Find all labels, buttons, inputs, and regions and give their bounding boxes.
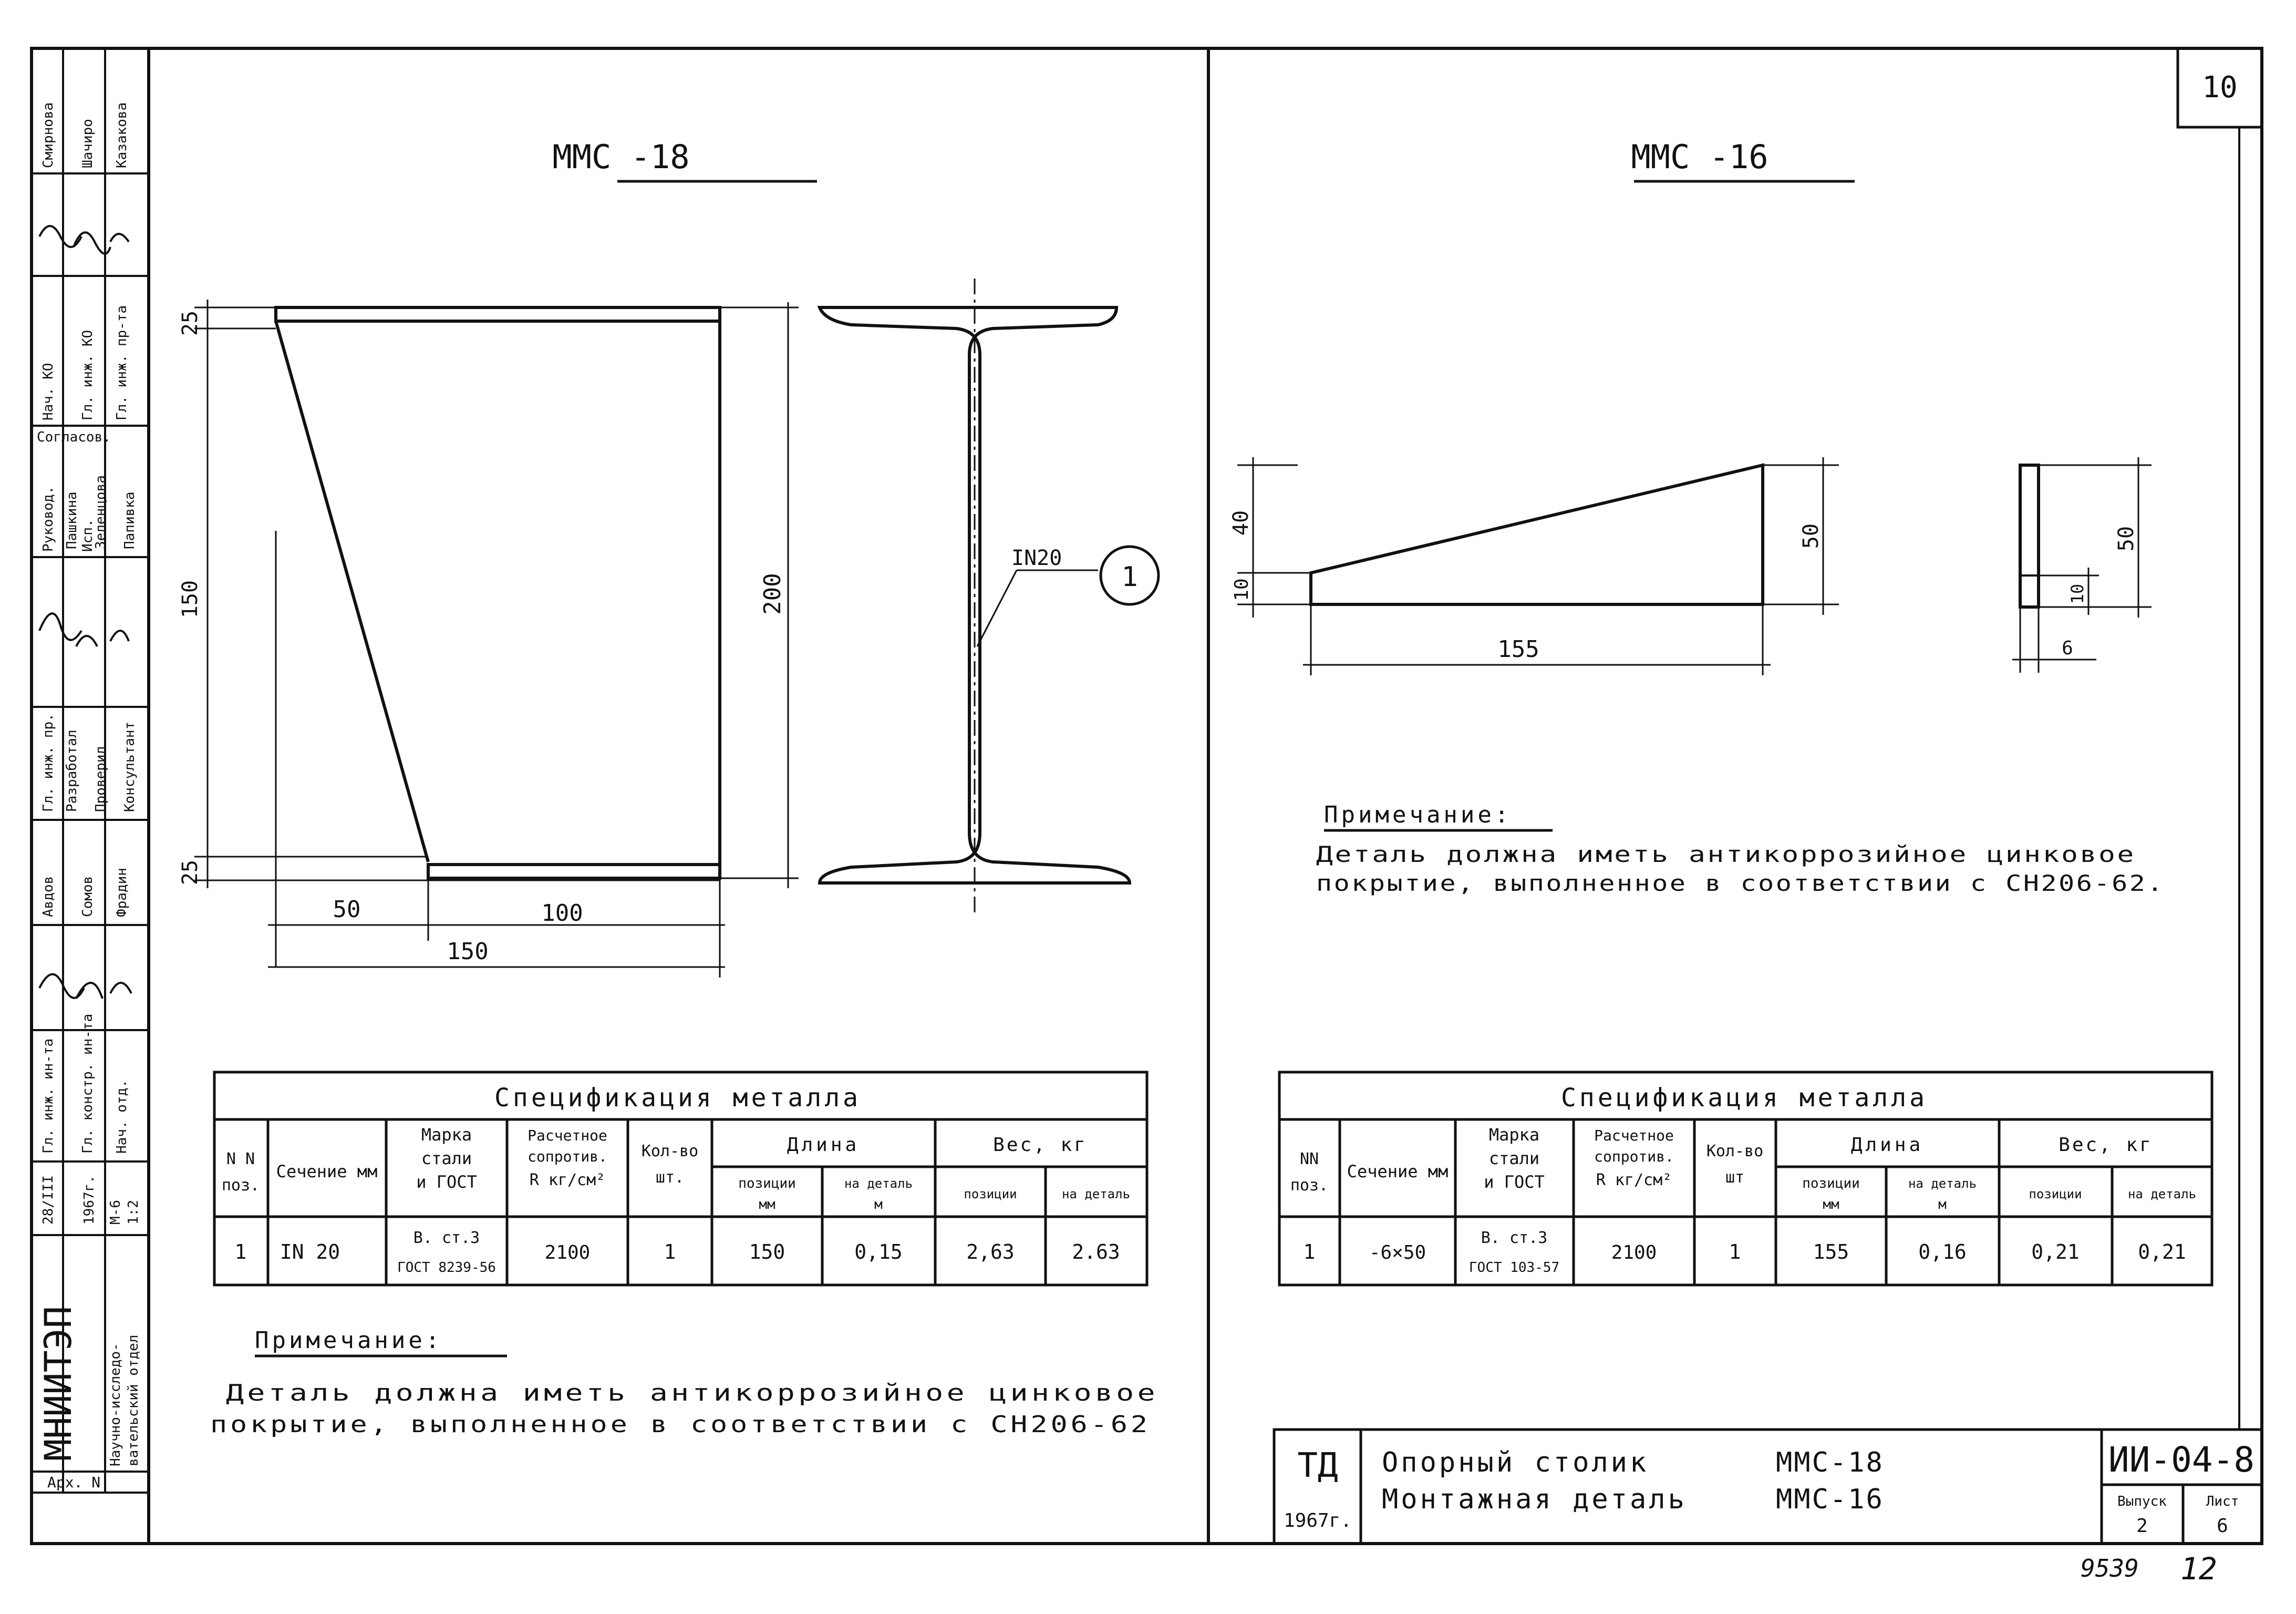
profile-label: IN20 — [1011, 546, 1062, 570]
svg-text:мм: мм — [759, 1197, 775, 1212]
right-note-line-2: покрытие, выполненное в соответствии с СН206-62. — [1316, 870, 2165, 896]
svg-text:Фрадин: Фрадин — [114, 868, 130, 917]
svg-text:вательский отдел: вательский отдел — [126, 1334, 141, 1466]
title-block-text — [1284, 1440, 2254, 1537]
svg-text:позиции: позиции — [2029, 1187, 2082, 1201]
sheet-frame — [32, 48, 2262, 1544]
svg-text:стали: стали — [1488, 1148, 1540, 1168]
svg-text:Расчетное: Расчетное — [1594, 1127, 1674, 1144]
svg-text:N N: N N — [226, 1150, 255, 1168]
archive-page: 12 — [2180, 1551, 2217, 1587]
svg-text:сопротив.: сопротив. — [528, 1148, 607, 1165]
svg-text:В. ст.3: В. ст.3 — [1481, 1229, 1548, 1247]
svg-text:150: 150 — [447, 938, 489, 965]
svg-text:-6×50: -6×50 — [1369, 1242, 1426, 1263]
stamp-org: МНИИТЭП — [37, 1305, 80, 1461]
svg-text:0,16: 0,16 — [1918, 1240, 1967, 1263]
svg-text:Казакова: Казакова — [114, 102, 130, 168]
svg-text:6: 6 — [2217, 1515, 2228, 1537]
ibeam-side-view — [276, 307, 720, 967]
svg-text:Гл. инж. пр-та: Гл. инж. пр-та — [114, 305, 130, 420]
svg-text:Арх. N: Арх. N — [47, 1474, 101, 1491]
svg-text:стали: стали — [421, 1148, 472, 1168]
svg-text:200: 200 — [759, 573, 786, 615]
svg-text:Вес, кг: Вес, кг — [993, 1134, 1088, 1156]
ibeam-cross-section — [820, 279, 1159, 914]
position-number: 1 — [1121, 561, 1138, 593]
svg-text:ГОСТ 8239-56: ГОСТ 8239-56 — [397, 1260, 496, 1276]
svg-text:Гл. инж. пр.: Гл. инж. пр. — [40, 713, 56, 812]
left-note-title: Примечание: — [255, 1327, 443, 1354]
svg-text:Авдов: Авдов — [40, 876, 56, 917]
svg-text:IN 20: IN 20 — [280, 1240, 340, 1263]
svg-text:Спецификация металла: Спецификация металла — [494, 1083, 861, 1113]
left-note-line-1: Деталь должна иметь антикоррозийное цинковое — [226, 1380, 1159, 1406]
svg-text:1:2: 1:2 — [126, 1200, 141, 1225]
svg-text:поз.: поз. — [1290, 1176, 1329, 1195]
svg-text:Сомов: Сомов — [80, 876, 96, 917]
svg-text:Руковод.: Руковод. — [40, 486, 56, 552]
svg-text:М-6: М-6 — [108, 1200, 123, 1225]
svg-text:Нач. отд.: Нач. отд. — [114, 1080, 130, 1154]
svg-text:Проверил: Проверил — [93, 746, 109, 812]
svg-text:Сечение мм: Сечение мм — [276, 1161, 378, 1181]
svg-text:Сечение мм: Сечение мм — [1347, 1161, 1449, 1181]
svg-text:2,63: 2,63 — [966, 1240, 1015, 1263]
svg-text:0,15: 0,15 — [854, 1240, 903, 1263]
svg-text:Выпуск: Выпуск — [2117, 1494, 2167, 1509]
left-dimensions — [194, 300, 799, 978]
left-title: ММС -18 — [552, 138, 690, 176]
svg-text:155: 155 — [1497, 636, 1539, 663]
svg-text:позиции: позиции — [738, 1176, 796, 1191]
svg-text:и ГОСТ: и ГОСТ — [416, 1172, 477, 1192]
svg-text:Гл. констр. ин-та: Гл. констр. ин-та — [80, 1013, 96, 1154]
svg-text:150: 150 — [749, 1240, 785, 1263]
right-spec-text — [1290, 1083, 2196, 1276]
svg-text:Папивка: Папивка — [122, 491, 138, 549]
svg-text:1: 1 — [1303, 1240, 1316, 1263]
svg-text:на деталь: на деталь — [1908, 1176, 1977, 1191]
svg-text:25: 25 — [178, 859, 202, 886]
svg-text:50: 50 — [2114, 526, 2138, 552]
svg-text:В. ст.3: В. ст.3 — [413, 1229, 480, 1247]
svg-text:шт: шт — [1725, 1168, 1745, 1187]
svg-text:Гл. инж. КО: Гл. инж. КО — [80, 330, 96, 420]
right-note-title: Примечание: — [1324, 801, 1512, 828]
side-stamp-text — [37, 102, 141, 1491]
svg-text:и ГОСТ: и ГОСТ — [1484, 1172, 1545, 1192]
svg-text:NN: NN — [1299, 1150, 1319, 1168]
svg-text:Консультант: Консультант — [122, 721, 138, 812]
wedge-plate-view — [1311, 465, 1763, 604]
svg-text:Согласов.: Согласов. — [37, 429, 111, 445]
svg-text:R кг/см²: R кг/см² — [1596, 1171, 1672, 1189]
svg-text:Разработал: Разработал — [64, 729, 80, 812]
svg-text:Нач. КО: Нач. КО — [40, 363, 56, 420]
svg-text:R кг/см²: R кг/см² — [529, 1171, 606, 1189]
svg-text:поз.: поз. — [221, 1176, 260, 1195]
svg-text:Опорный столик: Опорный столик — [1382, 1447, 1649, 1478]
svg-text:Кол-во: Кол-во — [641, 1142, 699, 1160]
svg-text:ММС-16: ММС-16 — [1776, 1484, 1884, 1515]
svg-text:позиции: позиции — [1802, 1176, 1860, 1191]
sheet-number: 10 — [2202, 70, 2238, 105]
svg-text:ТД: ТД — [1297, 1446, 1338, 1485]
svg-text:40: 40 — [1229, 510, 1253, 536]
svg-text:Исп.: Исп. — [80, 519, 96, 552]
svg-text:Марка: Марка — [421, 1125, 472, 1145]
svg-text:Расчетное: Расчетное — [528, 1127, 607, 1144]
svg-text:10: 10 — [1231, 578, 1253, 601]
right-note-line-1: Деталь должна иметь антикоррозийное цинковое — [1316, 841, 2136, 867]
svg-text:0,21: 0,21 — [2138, 1240, 2186, 1263]
svg-text:ИИ-04-8: ИИ-04-8 — [2108, 1440, 2255, 1480]
svg-text:Пашкина: Пашкина — [64, 491, 80, 549]
svg-text:2.63: 2.63 — [1072, 1240, 1120, 1263]
svg-text:1: 1 — [1729, 1240, 1741, 1263]
svg-text:1967г.: 1967г. — [81, 1175, 97, 1225]
svg-text:сопротив.: сопротив. — [1594, 1148, 1674, 1165]
svg-text:Вес, кг: Вес, кг — [2059, 1134, 2153, 1156]
svg-text:Марка: Марка — [1488, 1125, 1540, 1145]
svg-text:1: 1 — [234, 1240, 247, 1263]
svg-text:10: 10 — [2067, 583, 2087, 604]
svg-text:Монтажная деталь: Монтажная деталь — [1382, 1484, 1687, 1515]
svg-text:шт.: шт. — [655, 1168, 685, 1187]
archive-number: 9539 — [2081, 1554, 2139, 1582]
plate-edge-dimensions — [2012, 457, 2152, 673]
svg-text:2: 2 — [2136, 1515, 2148, 1537]
svg-text:0,21: 0,21 — [2031, 1240, 2080, 1263]
svg-text:позиции: позиции — [964, 1187, 1017, 1201]
plate-edge-view — [2020, 465, 2039, 607]
svg-text:Зеленцова: Зеленцова — [93, 475, 109, 549]
svg-text:50: 50 — [1799, 523, 1823, 549]
svg-text:Научно-исследо-: Научно-исследо- — [108, 1343, 123, 1466]
right-title: ММС -16 — [1631, 138, 1768, 176]
svg-text:на деталь: на деталь — [2127, 1187, 2197, 1201]
svg-text:на деталь: на деталь — [1061, 1187, 1131, 1201]
svg-text:28/III: 28/III — [40, 1175, 56, 1225]
svg-text:Длина: Длина — [787, 1134, 860, 1156]
svg-text:Гл. инж. ин-та: Гл. инж. ин-та — [40, 1038, 56, 1154]
svg-text:Длина: Длина — [1850, 1134, 1924, 1156]
svg-text:25: 25 — [178, 310, 202, 336]
svg-text:155: 155 — [1813, 1240, 1849, 1263]
svg-text:ГОСТ 103-57: ГОСТ 103-57 — [1468, 1260, 1560, 1276]
svg-text:Шачиро: Шачиро — [80, 119, 96, 168]
svg-text:2100: 2100 — [544, 1242, 591, 1263]
svg-text:мм: мм — [1823, 1197, 1839, 1212]
left-spec-text — [222, 1083, 1130, 1276]
svg-text:6: 6 — [2062, 638, 2073, 659]
svg-text:Лист: Лист — [2206, 1494, 2239, 1509]
svg-text:Спецификация металла: Спецификация металла — [1561, 1083, 1928, 1113]
svg-text:м: м — [874, 1197, 883, 1212]
svg-text:50: 50 — [333, 896, 361, 923]
svg-text:ММС-18: ММС-18 — [1776, 1447, 1884, 1478]
svg-text:Смирнова: Смирнова — [40, 102, 56, 168]
svg-text:на деталь: на деталь — [844, 1176, 913, 1191]
svg-text:Кол-во: Кол-во — [1706, 1142, 1764, 1160]
svg-text:1967г.: 1967г. — [1283, 1510, 1352, 1531]
left-note-line-2: покрытие, выполненное в соответствии с СН206-62 — [210, 1411, 1151, 1438]
svg-text:150: 150 — [178, 580, 202, 619]
svg-text:м: м — [1938, 1197, 1947, 1212]
svg-text:2100: 2100 — [1611, 1242, 1657, 1263]
svg-text:1: 1 — [664, 1240, 676, 1263]
svg-text:100: 100 — [541, 900, 583, 927]
